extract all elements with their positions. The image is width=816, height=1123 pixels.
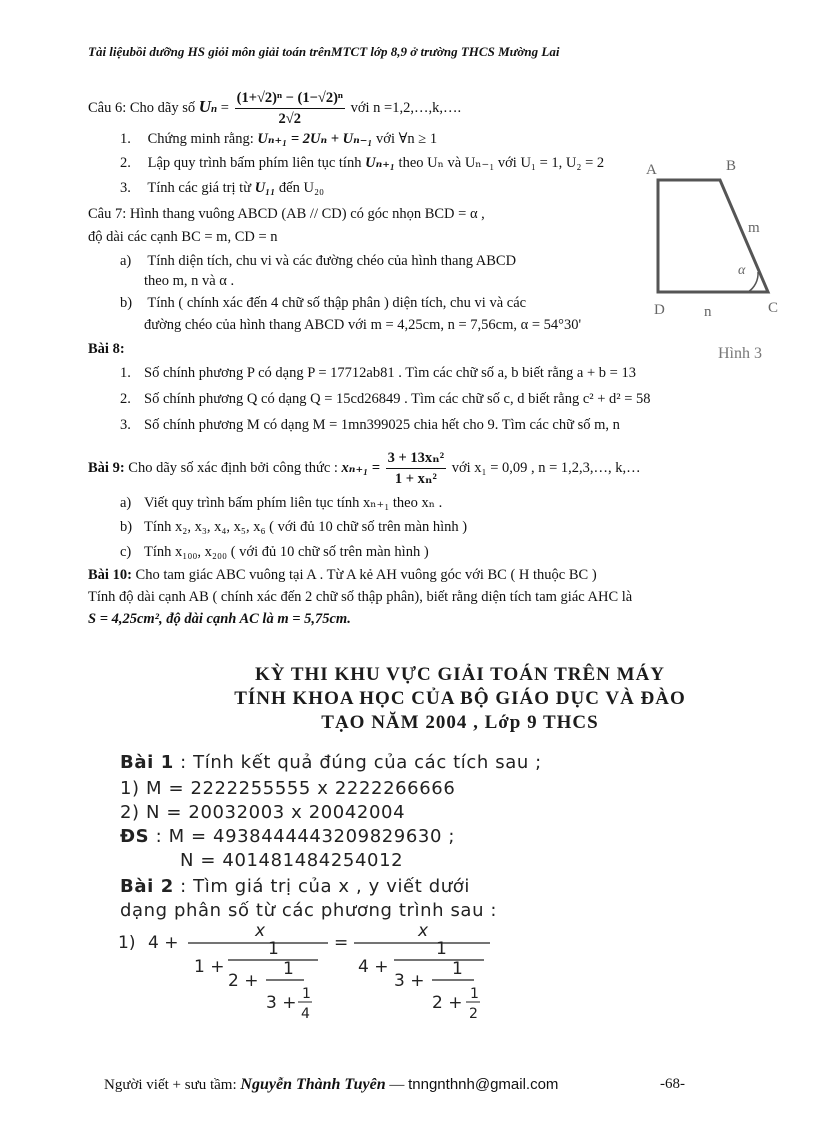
vertex-b: B — [726, 158, 737, 174]
bai2-heading: Bài 2 : Tìm giá trị của x , y viết dưới — [120, 876, 470, 897]
trapezoid-shape — [658, 180, 768, 292]
footer-prefix: Người viết + sưu tầm: — [104, 1077, 237, 1093]
svg-text:1: 1 — [436, 939, 447, 959]
svg-text:4 +: 4 + — [148, 933, 179, 953]
footer-author: Nguyễn Thành Tuyên — [240, 1076, 386, 1093]
svg-text:4: 4 — [301, 1006, 310, 1022]
vertex-c: C — [768, 300, 779, 316]
svg-text:1: 1 — [283, 959, 294, 979]
cau6-item-2: 2. Lập quy trình bấm phím liên tục tính Uₙ₊₁ theo Uₙ và Uₙ₋₁ với U₁ = 1, U₂ = 2 — [120, 155, 605, 171]
bai10-line-2: Tính độ dài cạnh AB ( chính xác đến 2 chữ số thập phân), biết rằng diện tích tam giác AHC là — [88, 589, 633, 605]
bai9-item-c: c) Tính x₁₀₀, x₂₀₀ ( với đủ 10 chữ số trên màn hình ) — [120, 544, 429, 560]
cau6-numerator: (1+√2)ⁿ − (1−√2)ⁿ — [235, 88, 345, 109]
svg-text:1: 1 — [452, 959, 463, 979]
side-m-label: m — [748, 220, 760, 236]
svg-text:1: 1 — [302, 986, 311, 1002]
svg-text:2: 2 — [469, 1006, 478, 1022]
figure-caption: Hình 3 — [718, 345, 762, 362]
svg-text:x: x — [255, 922, 266, 941]
cau6-item-3: 3. Tính các giá trị từ U₁₁ đến U₂₀ — [120, 180, 325, 196]
svg-text:2 +: 2 + — [432, 993, 463, 1013]
cau6-tail: với n =1,2,…,k,…. — [350, 99, 462, 116]
page-header: Tài liệubồi dưỡng HS giỏi môn giải toán trênMTCT lớp 8,9 ở trường THCS Mường Lai — [88, 44, 560, 59]
cau7-a-1: a) Tính diện tích, chu vi và các đường chéo của hình thang ABCD — [120, 253, 517, 269]
bai1-heading: Bài 1 : Tính kết quả đúng của các tích sau ; — [120, 752, 542, 773]
exam-title-line-2: TÍNH KHOA HỌC CỦA BỘ GIÁO DỤC VÀ ĐÀO — [234, 688, 686, 709]
bai8-item-3: 3. Số chính phương M có dạng M = 1mn399025 chia hết cho 9. Tìm các chữ số m, n — [120, 417, 620, 433]
side-n-label: n — [704, 304, 712, 320]
bai9-item-a: a) Viết quy trình bấm phím liên tục tính xₙ₊₁ theo xₙ . — [120, 495, 443, 511]
exam-title-line-1: KỲ THI KHU VỰC GIẢI TOÁN TRÊN MÁY — [254, 664, 666, 685]
bai1-n: 2) N = 20032003 x 20042004 — [120, 802, 406, 823]
cau6-lhs: U — [198, 96, 212, 116]
bai8-label: Bài 8: — [88, 341, 125, 357]
cau6-intro: Cho dãy số — [129, 99, 196, 116]
svg-text:1): 1) — [118, 933, 136, 953]
bai9-item-b: b) Tính x₂, x₃, x₄, x₅, x₆ ( với đủ 10 chữ số trên màn hình ) — [120, 519, 468, 535]
svg-text:1: 1 — [268, 939, 279, 959]
bai10-line-3: S = 4,25cm², độ dài cạnh AC là m = 5,75cm. — [88, 611, 351, 627]
svg-text:1 +: 1 + — [194, 957, 225, 977]
trapezoid-figure — [640, 150, 800, 365]
svg-text:2 +: 2 + — [228, 971, 259, 991]
vertex-a: A — [646, 162, 657, 178]
svg-text:3 +: 3 + — [394, 971, 425, 991]
page-footer: Người viết + sưu tầm: Nguyễn Thành Tuyên — tnngnthnh@gmail.com — [104, 1076, 559, 1093]
cau6-item-1: 1. Chứng minh rằng: Uₙ₊₁ = 2Uₙ + Uₙ₋₁ với ∀n ≥ 1 — [120, 131, 438, 147]
bai9-statement: Bài 9: Cho dãy số xác định bởi công thức : xₙ₊₁ = $\frac{\text{3 + 13xₙ²}}{\text{1 + xₙ²}}$ với x₁ = 0,09 , n = 1,2,3,…, k,… — [88, 450, 641, 487]
page-number: -68- — [660, 1076, 685, 1092]
footer-email: tnngnthnh@gmail.com — [408, 1076, 559, 1093]
cau7-b-1: b) Tính ( chính xác đến 4 chữ số thập phân ) diện tích, chu vi và các — [120, 295, 527, 311]
bai1-answer-n: N = 401481484254012 — [180, 850, 404, 871]
cau6-statement: Câu 6: Cho dãy số Un = $\frac{\text{(1+√2)ⁿ − (1−√2)ⁿ}}{2√2}$ với n =1,2,…,k,…. — [88, 90, 462, 127]
cau7-a-2: theo m, n và α . — [144, 273, 235, 289]
exam-title-line-3: TẠO NĂM 2004 , Lớp 9 THCS — [321, 712, 599, 733]
continued-fraction-equation — [118, 922, 518, 1032]
svg-text:1: 1 — [470, 986, 479, 1002]
vertex-d: D — [654, 302, 665, 318]
cau7-b-2: đường chéo của hình thang ABCD với m = 4,25cm, n = 7,56cm, α = 54°30' — [144, 317, 582, 333]
angle-alpha-label: α — [738, 263, 746, 278]
svg-text:3 +: 3 + — [266, 993, 297, 1013]
svg-text:=: = — [334, 933, 349, 953]
bai2-intro-2: dạng phân số từ các phương trình sau : — [120, 900, 498, 921]
cau6-denominator: 2√2 — [278, 111, 302, 127]
cau7-line-1: Câu 7: Hình thang vuông ABCD (AB // CD) có góc nhọn BCD = α , — [88, 206, 485, 222]
bai1-m: 1) M = 2222255555 x 2222266666 — [120, 778, 456, 799]
bai1-answer-m: ĐS : M = 4938444443209829630 ; — [120, 826, 455, 847]
cau7-line-2: độ dài các cạnh BC = m, CD = n — [88, 229, 278, 245]
svg-text:x: x — [418, 922, 429, 941]
angle-arc — [748, 272, 758, 292]
svg-text:4 +: 4 + — [358, 957, 389, 977]
bai8-item-1: 1. Số chính phương P có dạng P = 17712ab81 . Tìm các chữ số a, b biết rằng a + b = 13 — [120, 365, 636, 381]
bai10-line-1: Bài 10: Cho tam giác ABC vuông tại A . Từ A kẻ AH vuông góc với BC ( H thuộc BC ) — [88, 567, 597, 583]
bai9-fraction: $\frac{\text{3 + 13xₙ²}}{\text{1 + xₙ²}}$ — [387, 450, 445, 487]
bai8-item-2: 2. Số chính phương Q có dạng Q = 15cd26849 . Tìm các chữ số c, d biết rằng c² + d² = 58 — [120, 391, 651, 407]
cau6-fraction — [235, 88, 345, 129]
cau6-label: Câu 6: — [88, 99, 127, 116]
